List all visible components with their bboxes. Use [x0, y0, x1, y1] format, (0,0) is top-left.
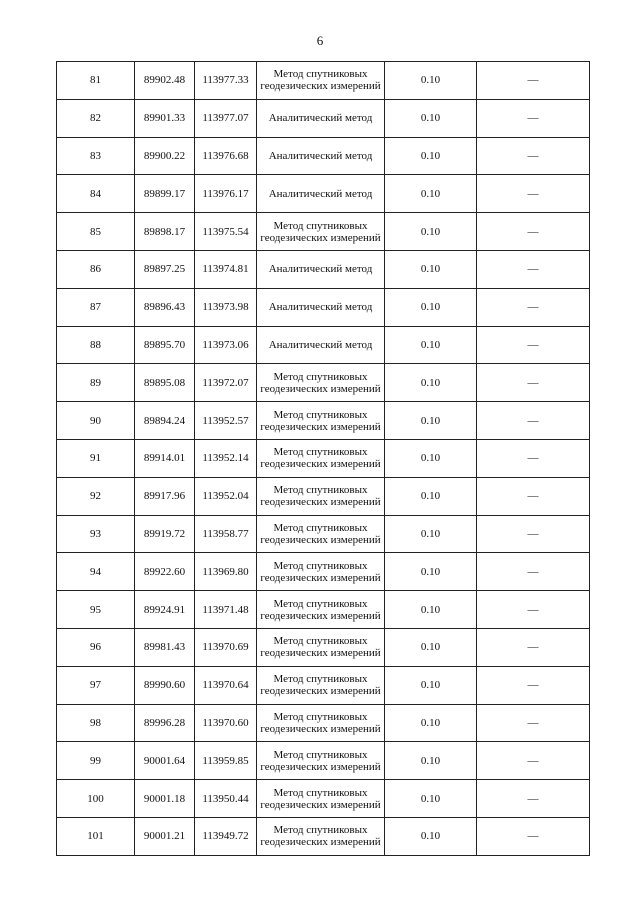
- y-coordinate-cell: 113971.48: [195, 591, 257, 629]
- accuracy-cell: 0.10: [385, 553, 477, 591]
- method-cell: Метод спутниковых геодезических измерений: [257, 402, 385, 440]
- y-coordinate-cell: 113975.54: [195, 213, 257, 251]
- point-number-cell: 97: [57, 666, 135, 704]
- table-row: [57, 591, 590, 629]
- method-cell: Метод спутниковых геодезических измерений: [257, 628, 385, 666]
- x-coordinate-cell: 89981.43: [135, 628, 195, 666]
- point-number-cell: 86: [57, 250, 135, 288]
- method-cell: Метод спутниковых геодезических измерений: [257, 666, 385, 704]
- table-row: [57, 817, 590, 855]
- x-coordinate-cell: 89990.60: [135, 666, 195, 704]
- note-cell: —: [477, 591, 590, 629]
- y-coordinate-cell: 113970.69: [195, 628, 257, 666]
- point-number-cell: 100: [57, 780, 135, 818]
- x-coordinate-cell: 89917.96: [135, 477, 195, 515]
- method-cell: Метод спутниковых геодезических измерений: [257, 364, 385, 402]
- note-cell: —: [477, 742, 590, 780]
- page-number: 6: [316, 33, 324, 48]
- method-cell: Метод спутниковых геодезических измерений: [257, 591, 385, 629]
- y-coordinate-cell: 113952.57: [195, 402, 257, 440]
- method-cell: Метод спутниковых геодезических измерений: [257, 704, 385, 742]
- note-cell: —: [477, 62, 590, 100]
- table-row: [57, 742, 590, 780]
- table-row: [57, 666, 590, 704]
- accuracy-cell: 0.10: [385, 515, 477, 553]
- y-coordinate-cell: 113977.33: [195, 62, 257, 100]
- table-row: [57, 364, 590, 402]
- accuracy-cell: 0.10: [385, 402, 477, 440]
- x-coordinate-cell: 90001.64: [135, 742, 195, 780]
- note-cell: —: [477, 553, 590, 591]
- note-cell: —: [477, 628, 590, 666]
- point-number-cell: 99: [57, 742, 135, 780]
- accuracy-cell: 0.10: [385, 817, 477, 855]
- method-cell: Метод спутниковых геодезических измерений: [257, 742, 385, 780]
- note-cell: —: [477, 780, 590, 818]
- accuracy-cell: 0.10: [385, 477, 477, 515]
- y-coordinate-cell: 113976.68: [195, 137, 257, 175]
- coordinates-table: [56, 61, 590, 856]
- table-row: [57, 99, 590, 137]
- x-coordinate-cell: 89899.17: [135, 175, 195, 213]
- y-coordinate-cell: 113970.64: [195, 666, 257, 704]
- y-coordinate-cell: 113952.14: [195, 439, 257, 477]
- x-coordinate-cell: 89900.22: [135, 137, 195, 175]
- x-coordinate-cell: 89922.60: [135, 553, 195, 591]
- point-number-cell: 94: [57, 553, 135, 591]
- y-coordinate-cell: 113952.04: [195, 477, 257, 515]
- accuracy-cell: 0.10: [385, 628, 477, 666]
- point-number-cell: 92: [57, 477, 135, 515]
- note-cell: —: [477, 666, 590, 704]
- method-cell: Аналитический метод: [257, 99, 385, 137]
- method-cell: Метод спутниковых геодезических измерений: [257, 62, 385, 100]
- method-cell: Аналитический метод: [257, 288, 385, 326]
- x-coordinate-cell: 89924.91: [135, 591, 195, 629]
- note-cell: —: [477, 704, 590, 742]
- y-coordinate-cell: 113973.06: [195, 326, 257, 364]
- accuracy-cell: 0.10: [385, 175, 477, 213]
- point-number-cell: 91: [57, 439, 135, 477]
- coordinates-table-body: [57, 62, 590, 856]
- table-row: [57, 62, 590, 100]
- point-number-cell: 82: [57, 99, 135, 137]
- x-coordinate-cell: 89914.01: [135, 439, 195, 477]
- y-coordinate-cell: 113969.80: [195, 553, 257, 591]
- accuracy-cell: 0.10: [385, 62, 477, 100]
- accuracy-cell: 0.10: [385, 780, 477, 818]
- x-coordinate-cell: 89996.28: [135, 704, 195, 742]
- point-number-cell: 96: [57, 628, 135, 666]
- accuracy-cell: 0.10: [385, 213, 477, 251]
- table-row: [57, 175, 590, 213]
- x-coordinate-cell: 90001.18: [135, 780, 195, 818]
- table-row: [57, 780, 590, 818]
- method-cell: Метод спутниковых геодезических измерений: [257, 817, 385, 855]
- table-row: [57, 515, 590, 553]
- y-coordinate-cell: 113970.60: [195, 704, 257, 742]
- y-coordinate-cell: 113958.77: [195, 515, 257, 553]
- note-cell: —: [477, 213, 590, 251]
- note-cell: —: [477, 439, 590, 477]
- y-coordinate-cell: 113949.72: [195, 817, 257, 855]
- note-cell: —: [477, 99, 590, 137]
- table-row: [57, 288, 590, 326]
- method-cell: Аналитический метод: [257, 175, 385, 213]
- table-row: [57, 628, 590, 666]
- table-row: [57, 250, 590, 288]
- accuracy-cell: 0.10: [385, 439, 477, 477]
- note-cell: —: [477, 137, 590, 175]
- method-cell: Метод спутниковых геодезических измерений: [257, 515, 385, 553]
- x-coordinate-cell: 89895.08: [135, 364, 195, 402]
- accuracy-cell: 0.10: [385, 288, 477, 326]
- table-row: [57, 439, 590, 477]
- note-cell: —: [477, 817, 590, 855]
- method-cell: Аналитический метод: [257, 137, 385, 175]
- x-coordinate-cell: 89919.72: [135, 515, 195, 553]
- accuracy-cell: 0.10: [385, 99, 477, 137]
- note-cell: —: [477, 288, 590, 326]
- x-coordinate-cell: 90001.21: [135, 817, 195, 855]
- y-coordinate-cell: 113950.44: [195, 780, 257, 818]
- table-row: [57, 553, 590, 591]
- x-coordinate-cell: 89896.43: [135, 288, 195, 326]
- y-coordinate-cell: 113959.85: [195, 742, 257, 780]
- accuracy-cell: 0.10: [385, 137, 477, 175]
- table-row: [57, 704, 590, 742]
- table-row: [57, 477, 590, 515]
- method-cell: Метод спутниковых геодезических измерений: [257, 439, 385, 477]
- x-coordinate-cell: 89894.24: [135, 402, 195, 440]
- method-cell: Аналитический метод: [257, 326, 385, 364]
- point-number-cell: 90: [57, 402, 135, 440]
- method-cell: Метод спутниковых геодезических измерений: [257, 477, 385, 515]
- method-cell: Метод спутниковых геодезических измерений: [257, 553, 385, 591]
- accuracy-cell: 0.10: [385, 591, 477, 629]
- x-coordinate-cell: 89902.48: [135, 62, 195, 100]
- table-row: [57, 213, 590, 251]
- point-number-cell: 89: [57, 364, 135, 402]
- x-coordinate-cell: 89898.17: [135, 213, 195, 251]
- accuracy-cell: 0.10: [385, 666, 477, 704]
- point-number-cell: 85: [57, 213, 135, 251]
- y-coordinate-cell: 113977.07: [195, 99, 257, 137]
- point-number-cell: 98: [57, 704, 135, 742]
- note-cell: —: [477, 515, 590, 553]
- table-row: [57, 326, 590, 364]
- note-cell: —: [477, 364, 590, 402]
- point-number-cell: 93: [57, 515, 135, 553]
- note-cell: —: [477, 402, 590, 440]
- note-cell: —: [477, 477, 590, 515]
- y-coordinate-cell: 113972.07: [195, 364, 257, 402]
- point-number-cell: 88: [57, 326, 135, 364]
- note-cell: —: [477, 326, 590, 364]
- table-row: [57, 402, 590, 440]
- point-number-cell: 87: [57, 288, 135, 326]
- x-coordinate-cell: 89895.70: [135, 326, 195, 364]
- y-coordinate-cell: 113976.17: [195, 175, 257, 213]
- x-coordinate-cell: 89901.33: [135, 99, 195, 137]
- point-number-cell: 84: [57, 175, 135, 213]
- point-number-cell: 83: [57, 137, 135, 175]
- accuracy-cell: 0.10: [385, 326, 477, 364]
- accuracy-cell: 0.10: [385, 250, 477, 288]
- accuracy-cell: 0.10: [385, 742, 477, 780]
- method-cell: Метод спутниковых геодезических измерений: [257, 780, 385, 818]
- note-cell: —: [477, 250, 590, 288]
- point-number-cell: 95: [57, 591, 135, 629]
- y-coordinate-cell: 113973.98: [195, 288, 257, 326]
- point-number-cell: 81: [57, 62, 135, 100]
- accuracy-cell: 0.10: [385, 364, 477, 402]
- y-coordinate-cell: 113974.81: [195, 250, 257, 288]
- method-cell: Метод спутниковых геодезических измерений: [257, 213, 385, 251]
- accuracy-cell: 0.10: [385, 704, 477, 742]
- point-number-cell: 101: [57, 817, 135, 855]
- x-coordinate-cell: 89897.25: [135, 250, 195, 288]
- note-cell: —: [477, 175, 590, 213]
- table-row: [57, 137, 590, 175]
- method-cell: Аналитический метод: [257, 250, 385, 288]
